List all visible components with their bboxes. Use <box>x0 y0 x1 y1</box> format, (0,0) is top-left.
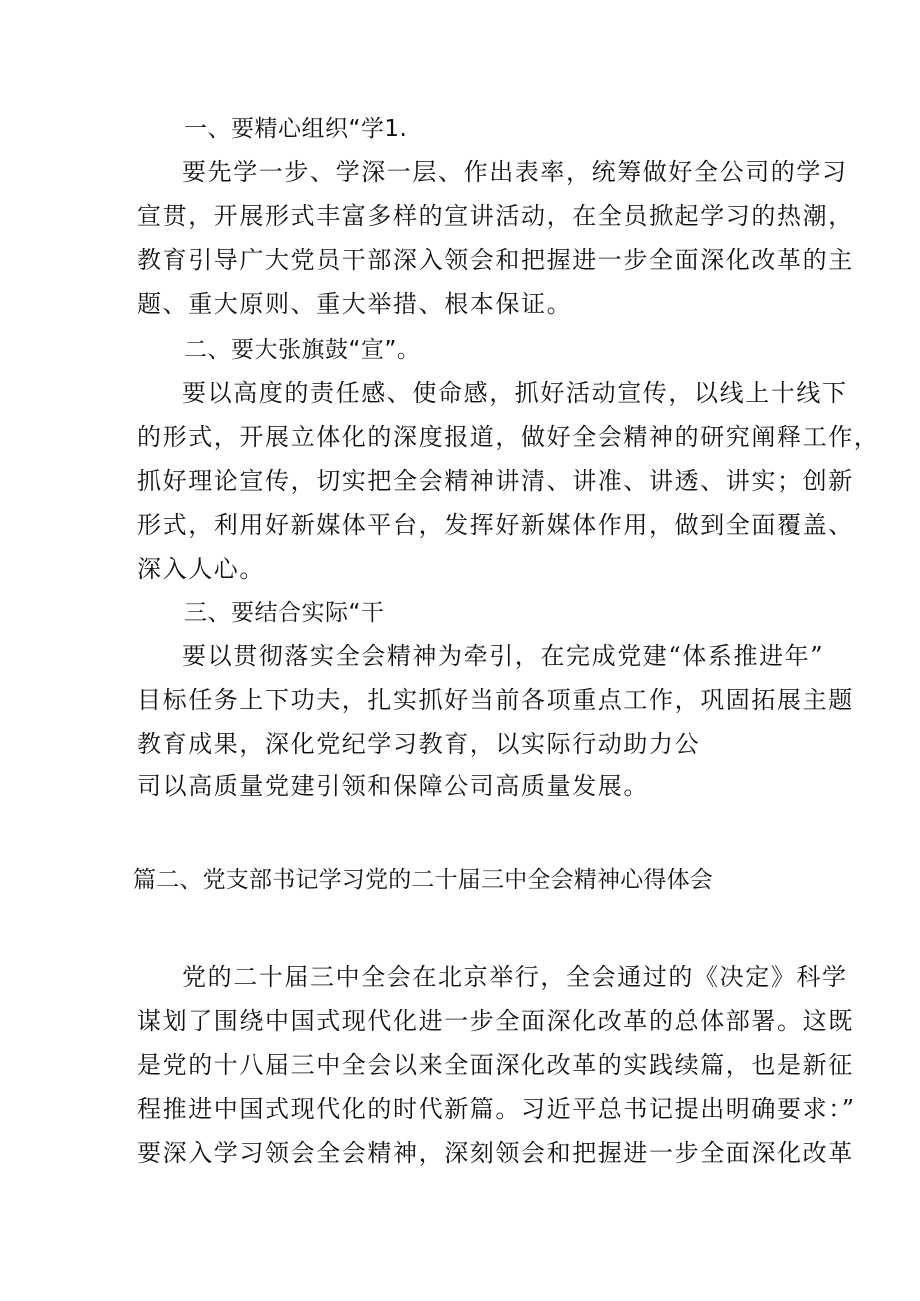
article-title: 篇二、党支部书记学习党的二十届三中全会精神心得体会 <box>133 867 713 893</box>
paragraph-line: 宣贯，开展形式丰富多样的宣讲活动，在全员掀起学习的热潮， <box>137 202 854 230</box>
paragraph-line: 题、重大原则、重大举措、根本保证。 <box>137 290 573 318</box>
paragraph-line: 是党的十八届三中全会以来全面深化改革的实践续篇，也是新征 <box>137 1051 854 1079</box>
paragraph-line: 的形式，开展立体化的深度报道，做好全会精神的研究阐释工作， <box>137 423 880 451</box>
section-heading-2: 二、要大张旗鼓“宣”。 <box>184 337 421 363</box>
paragraph-line: 要以高度的责任感、使命感，抓好活动宣传，以线上十线下 <box>182 379 848 407</box>
paragraph-line: 谋划了围绕中国式现代化进一步全面深化改革的总体部署。这既 <box>137 1007 854 1035</box>
paragraph-line: 党的二十届三中全会在北京举行，全会通过的《决定》科学 <box>182 963 848 991</box>
section-heading-3: 三、要结合实际“干 <box>184 600 385 626</box>
paragraph-line: 要以贯彻落实全会精神为牵引，在完成党建“体系推进年” <box>182 642 825 670</box>
paragraph-line: 形式，利用好新媒体平台，发挥好新媒体作用，做到全面覆盖、 <box>137 511 854 539</box>
paragraph-line: 抓好理论宣传，切实把全会精神讲清、讲准、讲透、讲实；创新 <box>137 467 854 495</box>
paragraph-line: 教育成果，深化党纪学习教育，以实际行动助力公 <box>137 730 701 758</box>
paragraph-line: 要先学一步、学深一层、作出表率，统筹做好全公司的学习 <box>182 158 848 186</box>
paragraph-line: 程推进中国式现代化的时代新篇。习近平总书记提出明确要求：” <box>137 1095 856 1123</box>
paragraph-line: 教育引导广大党员干部深入领会和把握进一步全面深化改革的主 <box>137 246 854 274</box>
paragraph-line: 司以高质量党建引领和保障公司高质量发展。 <box>137 772 649 800</box>
section-heading-1: 一、要精心组织“学1. <box>184 116 408 142</box>
paragraph-line: 深入人心。 <box>137 555 265 583</box>
paragraph-line: 要深入学习领会全会精神，深刻领会和把握进一步全面深化改革 <box>137 1139 854 1167</box>
paragraph-line: 目标任务上下功夫，扎实抓好当前各项重点工作，巩固拓展主题 <box>137 686 854 714</box>
